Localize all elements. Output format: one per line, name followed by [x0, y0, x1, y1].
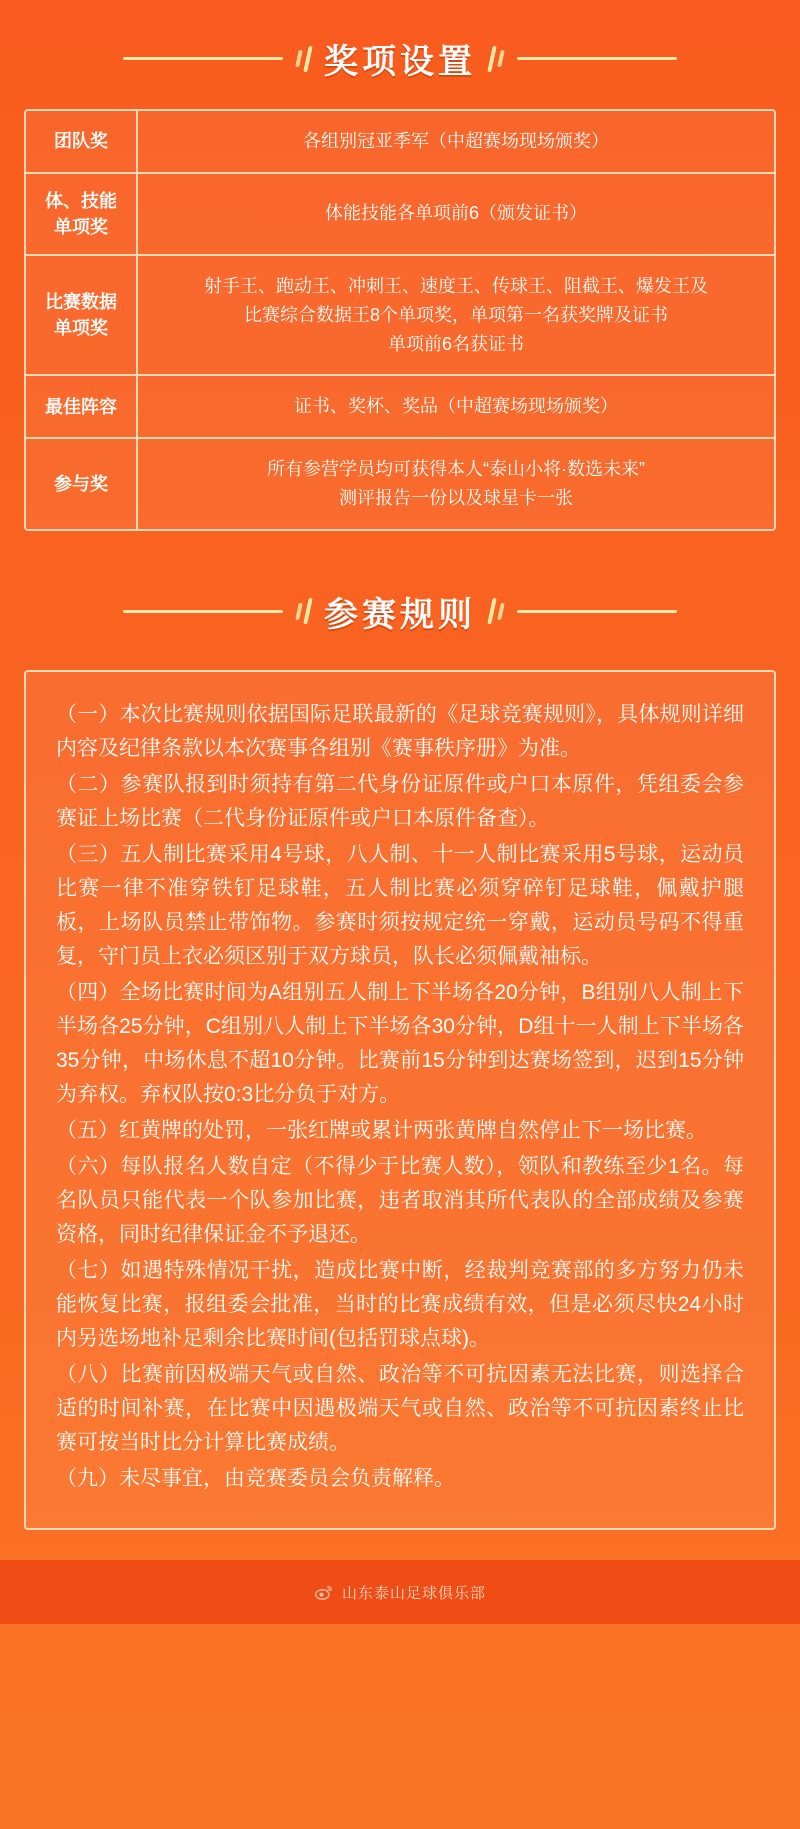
heading-ticks-left-icon	[297, 598, 310, 624]
table-row	[26, 376, 774, 439]
footer-bar	[0, 1560, 800, 1624]
rule-paragraph: （六）每队报名人数自定（不得少于比赛人数），领队和教练至少1名。每名队员只能代表一个队参加比赛，违者取消其所代表队的全部成绩及参赛资格，同时纪律保证金不予退还。	[56, 1154, 744, 1246]
table-row	[26, 256, 774, 376]
rule-paragraph: （一）本次比赛规则依据国际足联最新的《足球竞赛规则》，具体规则详细内容及纪律条款以本次赛事各组别《赛事秩序册》为准。	[56, 702, 744, 760]
table-row-value: 体能技能各单项前6（颁发证书）	[324, 203, 587, 224]
table-row-value: 各组别冠亚季军（中超赛场现场颁奖）	[303, 131, 609, 151]
table-row	[26, 111, 774, 174]
rule-paragraph: （五）红黄牌的处罚，一张红牌或累计两张黄牌自然停止下一场比赛。	[56, 1118, 707, 1142]
table-row-label: 参与奖	[26, 439, 138, 529]
table-row	[26, 174, 774, 256]
rule-paragraph: （四）全场比赛时间为A组别五人制上下半场各20分钟，B组别八人制上下半场各25分钟，C组别八人制上下半场各30分钟，D组十一人制上下半场各35分钟，中场休息不超10分钟。比赛前15分钟到达赛场签到，迟到15分钟为弃权。弃权队按0:3比分负于对方。	[56, 980, 744, 1106]
section-heading-rules	[0, 531, 800, 666]
table-row-value: 证书、奖杯、奖品（中超赛场现场颁奖）	[294, 396, 618, 417]
table-row	[26, 439, 774, 529]
rule-paragraph: （七）如遇特殊情况干扰，造成比赛中断，经裁判竞赛部的多方努力仍未能恢复比赛，报组委会批准，当时的比赛成绩有效，但是必须尽快24小时内另选场地补足剩余比赛时间(包括罚球点球)。	[56, 1259, 744, 1351]
heading-rule-left	[123, 610, 283, 613]
rule-paragraph: （九）未尽事宜，由竞赛委员会负责解释。	[56, 1467, 455, 1491]
table-row-value: 所有参营学员均可获得本人“泰山小将·数选未来” 测评报告一份以及球星卡一张	[267, 459, 645, 508]
table-row-label: 比赛数据 单项奖	[26, 256, 138, 374]
section-heading-awards	[0, 0, 800, 109]
heading-rule-right	[517, 610, 677, 613]
section-title-awards: 奖项设置	[324, 43, 476, 81]
heading-rule-left	[123, 57, 283, 60]
weibo-icon	[314, 1582, 334, 1602]
table-row-label: 最佳阵容	[26, 376, 138, 437]
section-title-rules: 参赛规则	[324, 595, 476, 634]
heading-rule-right	[517, 57, 677, 60]
table-row-value: 射手王、跑动王、冲刺王、速度王、传球王、阻截王、爆发王及 比赛综合数据王8个单项奖，单项第一名获奖牌及证书 单项前6名获证书	[204, 275, 708, 354]
table-row-label: 体、技能 单项奖	[26, 174, 138, 254]
footer-label: 山东泰山足球俱乐部	[341, 1584, 486, 1602]
rule-paragraph: （八）比赛前因极端天气或自然、政治等不可抗因素无法比赛，则选择合适的时间补赛，在比赛中因遇极端天气或自然、政治等不可抗因素终止比赛可按当时比分计算比赛成绩。	[56, 1363, 744, 1455]
heading-ticks-right-icon	[490, 598, 503, 624]
heading-ticks-right-icon	[490, 46, 503, 72]
rules-panel	[24, 670, 776, 1530]
heading-ticks-left-icon	[297, 46, 310, 72]
awards-table	[24, 109, 776, 531]
rule-paragraph: （二）参赛队报到时须持有第二代身份证原件或户口本原件，凭组委会参赛证上场比赛（二代身份证原件或户口本原件备查）。	[56, 772, 744, 830]
rule-paragraph: （三）五人制比赛采用4号球，八人制、十一人制比赛采用5号球，运动员比赛一律不准穿铁钉足球鞋，五人制比赛必须穿碎钉足球鞋，佩戴护腿板，上场队员禁止带饰物。参赛时须按规定统一穿戴，运动员号码不得重复，守门员上衣必须区别于双方球员，队长必须佩戴袖标。	[56, 842, 744, 968]
table-row-label: 团队奖	[26, 111, 138, 172]
